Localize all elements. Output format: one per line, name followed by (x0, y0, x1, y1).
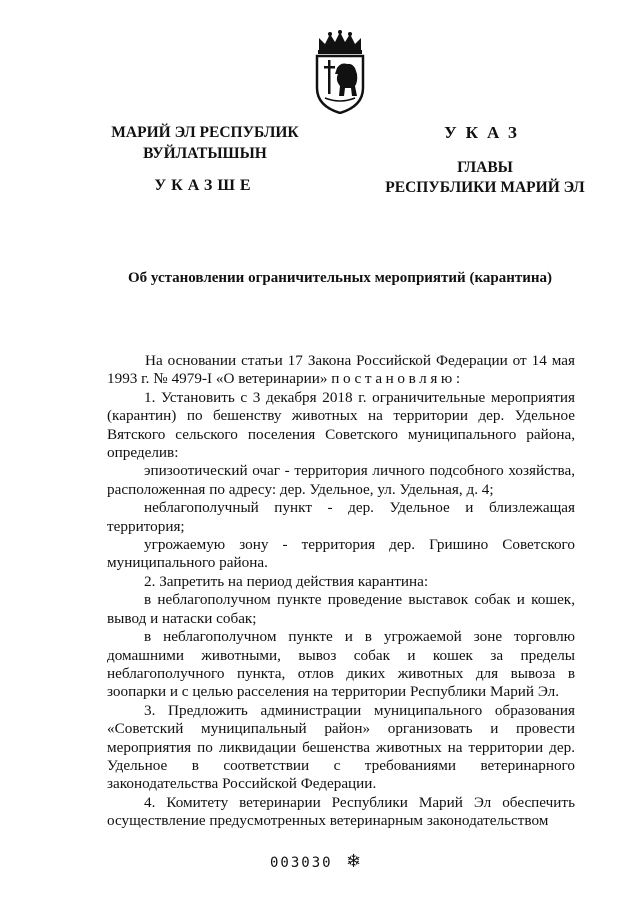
document-body (107, 352, 575, 831)
coat-of-arms-icon (311, 30, 369, 114)
body-paragraph: 2. Запретить на период действия карантина: (144, 572, 429, 590)
snowflake-mark-icon: ❄ (346, 851, 362, 872)
body-paragraph: в неблагополучном пункте и в угрожаемой зоне торговлю домашними животными, вывоз собак и кошек за пределы неблагополучного пункта, отлов диких животных для вывоза в зоопарки и с целью расселения на территории Республики Марий Эл. (107, 628, 575, 701)
header-left-line1: МАРИЙ ЭЛ РЕСПУБЛИК (111, 124, 299, 141)
document-title: Об установлении ограничительных мероприятий (карантина) (127, 270, 552, 286)
header-left-line3: УКАЗШЕ (154, 177, 256, 194)
header-right-line1: УКАЗ (444, 123, 526, 142)
body-paragraph: 3. Предложить администрации муниципального образования «Советский муниципальный район» организовать и провести мероприятия по ликвидации бешенства животных на территории дер. Удельное в соответствии с требованиями ветеринарного законодательства Российской Федерации. (107, 701, 575, 793)
body-paragraph: неблагополучный пункт - дер. Удельное и близлежащая территория; (107, 499, 575, 535)
preamble-paragraph (107, 352, 575, 389)
body-paragraph: 1. Установить с 3 декабря 2018 г. ограничительные мероприятия (карантин) по бешенству животных на территории дер. Удельное Вятского сельского поселения Советского муниципального района, определив: (107, 388, 575, 462)
header-left-line2: ВУЙЛАТЫШЫН (143, 145, 267, 162)
header-right-line3: РЕСПУБЛИКИ МАРИЙ ЭЛ (385, 179, 585, 196)
document-number: 003030 (270, 855, 333, 871)
body-paragraph: в неблагополучном пункте проведение выставок собак и кошек, вывод и натаски собак; (107, 591, 575, 627)
header-right-line2: ГЛАВЫ (457, 159, 513, 176)
body-paragraph: 4. Комитету ветеринарии Республики Марий Эл обеспечить осуществление предусмотренных ветеринарным законодательством (107, 793, 575, 830)
body-paragraph: угрожаемую зону - территория дер. Гришино Советского муниципального района. (107, 536, 575, 572)
decree-word: постановляю: (331, 370, 464, 388)
body-paragraph: эпизоотический очаг - территория личного подсобного хозяйства, расположенная по адресу: дер. Удельное, ул. Удельная, д. 4; (107, 462, 575, 498)
preamble-text: На основании статьи 17 Закона Российской Федерации от 14 мая 1993 г. № 4979-I «О ветеринарии» (107, 352, 575, 388)
